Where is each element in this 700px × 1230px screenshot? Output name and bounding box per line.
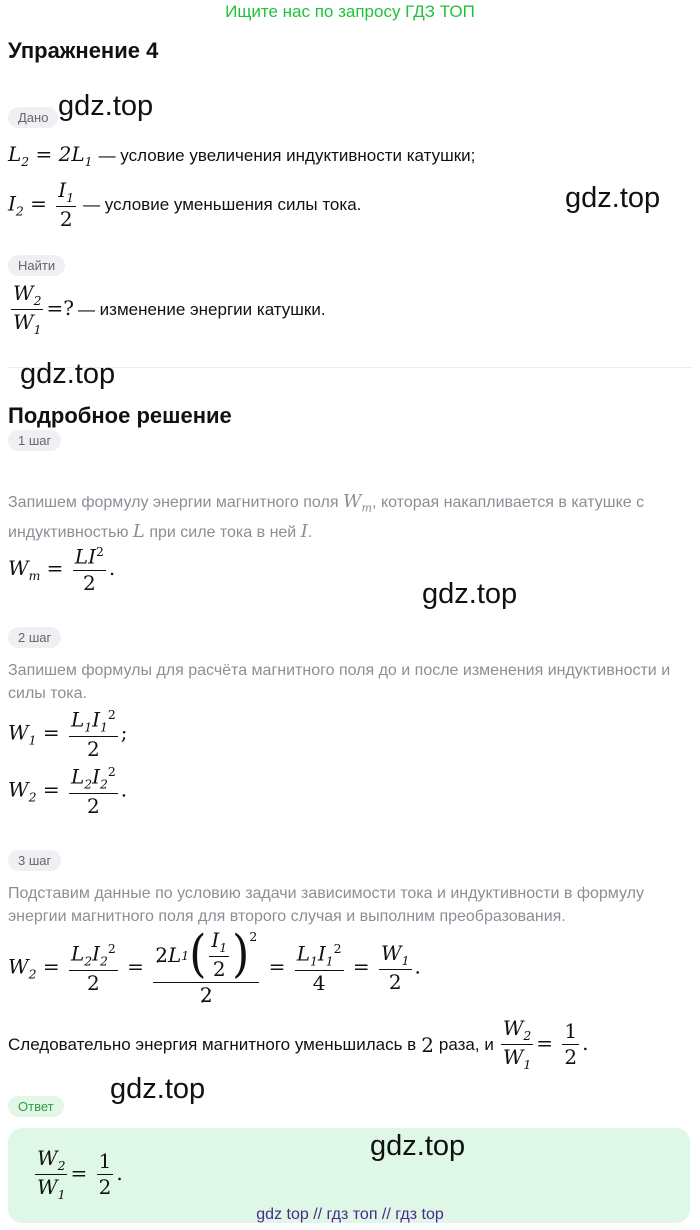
answer-badge [8, 1096, 64, 1117]
step-2-text: Запишем формулы для расчёта магнитного поля до и после изменения индуктивности и силы тока. [8, 662, 671, 702]
watermark: gdz.top [58, 90, 154, 122]
solution-title: Подробное решение [8, 403, 232, 428]
find-label: Найти [8, 255, 65, 276]
find-badge [8, 255, 65, 276]
step-3-badge [8, 850, 61, 871]
step-1-text-c: индуктивностью [8, 523, 129, 541]
step-3-text: Подставим данные по условию задачи зависимости тока и индуктивности в формулу энергии магнитного поля для второго случая и выполним преобразования. [8, 885, 644, 925]
answer-formula: $\frac{W_2}{W_1}$ = $\frac{1}{2}$ . [37, 1146, 123, 1203]
step-1-text-d: при силе тока в ней [149, 523, 297, 541]
step-1-text-a: Запишем формулу энергии магнитного поля [8, 494, 339, 511]
formula-w1: $W_1$ = $\frac{L_1I_1^2}{2}$ ; [8, 707, 128, 761]
formula-w2-over-w1-unknown: $\frac{W_2}{W_1}$ =? [13, 281, 74, 338]
watermark: gdz.top [20, 358, 116, 390]
find-line [8, 283, 326, 336]
conclusion-text-b: раза, и [438, 1034, 494, 1054]
formula-wm: $W_m$ = $\frac{LI^2}{2}$ . [8, 544, 116, 595]
given-line-1 [8, 142, 475, 169]
symbol-i: I [300, 520, 308, 542]
given-line-2-text: — условие уменьшения силы тока. [83, 195, 362, 214]
given-line-2 [8, 180, 361, 230]
step-3-label: 3 шаг [8, 850, 61, 871]
watermark: gdz.top [565, 182, 661, 214]
conclusion: Следовательно энергия магнитного уменьшилась в 2 раза, и $\frac{W_2}{W_1}$ = $\frac{1}{2}$ . [8, 1016, 589, 1073]
formula-transformation: $W_2$ = $\frac{L_2I_2^2}{2}$ = 2 L 1 ( $\frac{I_1}{2}$ ) $^2$ 2 = $\frac{L_1I_1^2}{4}$ = $\frac{W_1}{2}$ . [8, 925, 421, 1008]
formula-l2-eq-2l1: $L_2 = 2L_1$ [8, 142, 93, 169]
find-text: — изменение энергии катушки. [77, 299, 326, 319]
page-title: Упражнение 4 [8, 38, 159, 63]
search-banner[interactable]: Ищите нас по запросу ГДЗ ТОП [225, 2, 475, 21]
step-1-label: 1 шаг [8, 430, 61, 451]
footer-links[interactable]: gdz top // гдз топ // гдз top [256, 1206, 444, 1223]
watermark: gdz.top [110, 1073, 206, 1105]
conclusion-text-a: Следовательно энергия магнитного уменьшилась в [8, 1034, 417, 1054]
step-2-badge [8, 627, 61, 648]
given-label: Дано [8, 107, 58, 128]
given-line-1-text: — условие увеличения индуктивности катушки; [98, 145, 476, 165]
formula-i2-eq-i1-half: $I_2$ = $\frac{I_1}{2}$ [8, 178, 75, 232]
answer-label: Ответ [8, 1096, 64, 1117]
watermark: gdz.top [422, 578, 518, 610]
step-1-text-b: , которая накапливается в катушке с [372, 494, 645, 511]
step-1-text: Запишем формулу энергии магнитного поля $W_m$, которая накапливается в катушке с индуктивностью L при силе тока в ней I. [8, 491, 645, 542]
step-1-badge [8, 430, 61, 451]
conclusion-number: 2 [421, 1032, 434, 1057]
step-2-label: 2 шаг [8, 627, 61, 648]
given-badge [8, 107, 58, 128]
symbol-l: L [132, 520, 145, 542]
symbol-wm: $W_m$ [342, 491, 373, 515]
watermark: gdz.top [370, 1130, 466, 1162]
formula-w2: $W_2$ = $\frac{L_2I_2^2}{2}$ . [8, 764, 128, 818]
